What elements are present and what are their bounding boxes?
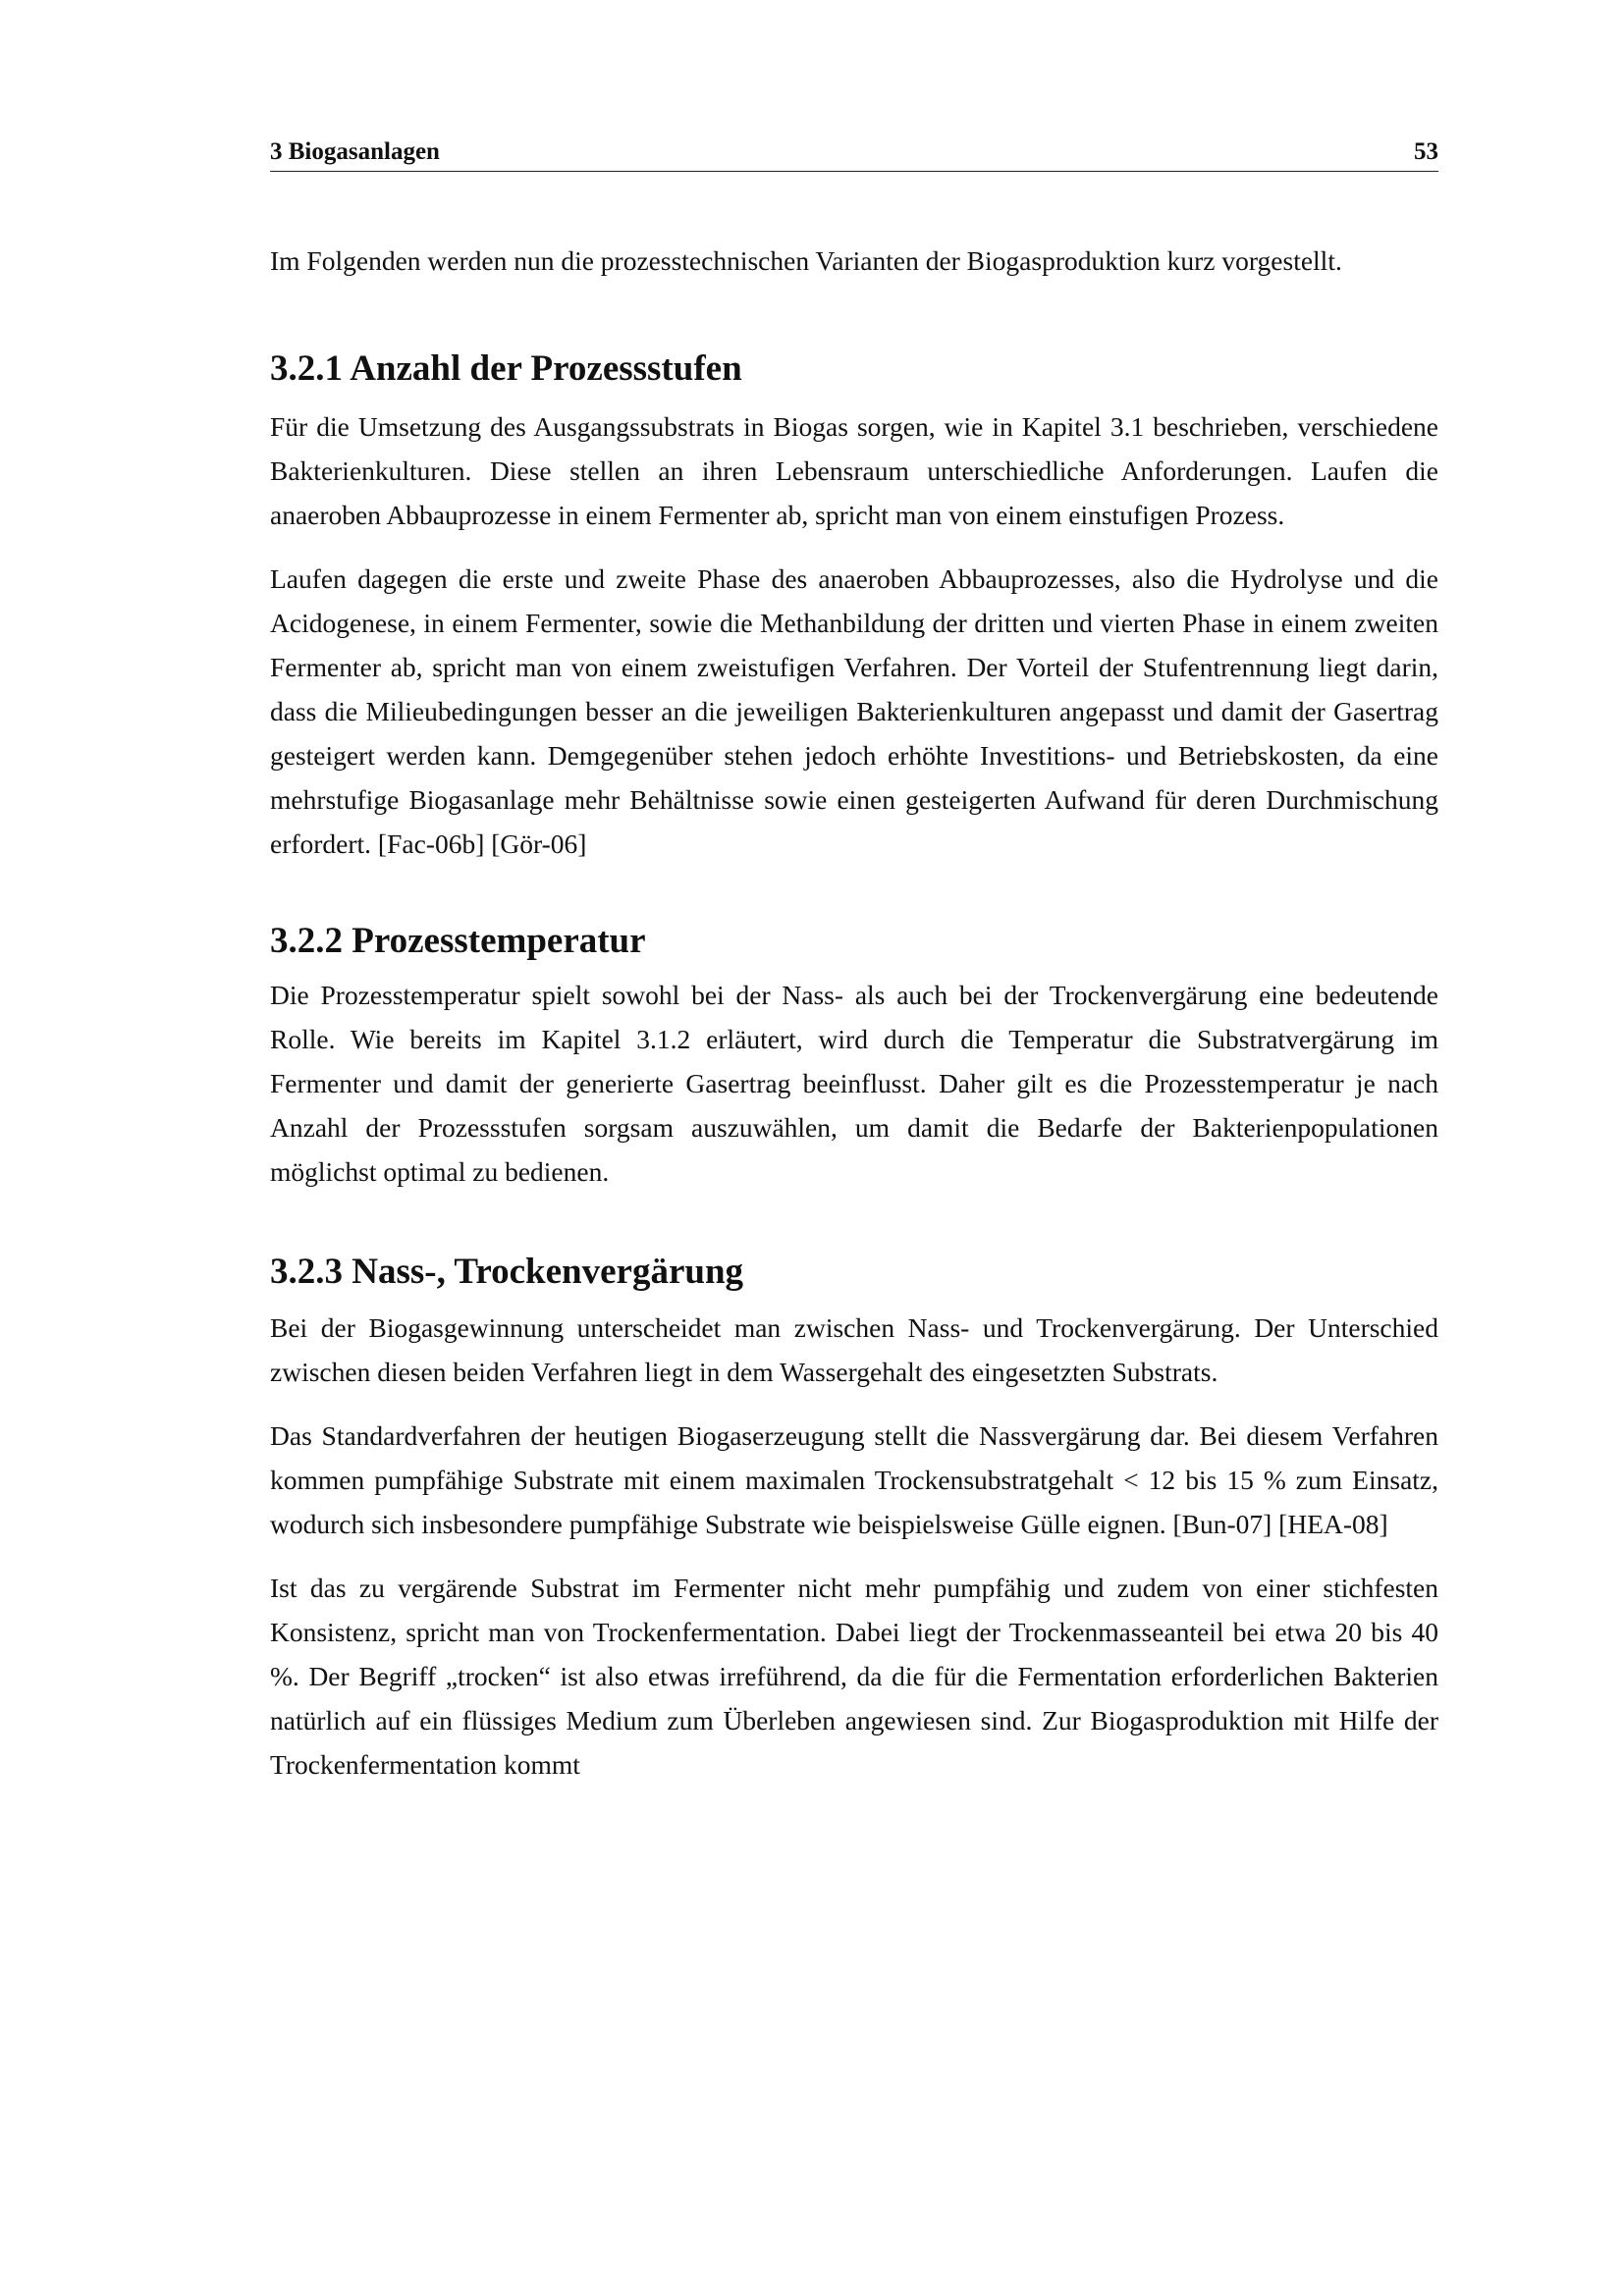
paragraph: Die Prozesstemperatur spielt sowohl bei der Nass- als auch bei der Trockenvergärung eine bedeutende Rolle. Wie bereits im Kapitel 3.1.2 erläutert, wird durch die Temperatur die Substratvergärung im Fermenter und damit der generierte Gasertrag beeinflusst. Daher gilt es die Prozesstemperatur je nach Anzahl der Prozessstufen sorgsam auszuwählen, um damit die Bedarfe der Bakterienpopulationen möglichst optimal zu bedienen. bbox=[270, 980, 1438, 1187]
paragraph: Ist das zu vergärende Substrat im Fermenter nicht mehr pumpfähig und zudem von einer stichfesten Konsistenz, spricht man von Trockenfermentation. Dabei liegt der Trockenmasseanteil bei etwa 20 bis 40 %. Der Begriff „trocken“ ist also etwas irreführend, da die für die Fermentation erforderlichen Bakterien natürlich auf ein flüssiges Medium zum Überleben angewiesen sind. Zur Biogasproduktion mit Hilfe der Trockenfermentation kommt bbox=[270, 1573, 1438, 1780]
paragraph: Bei der Biogasgewinnung unterscheidet man zwischen Nass- und Trockenvergärung. Der Unterschied zwischen diesen beiden Verfahren liegt in dem Wassergehalt des eingesetzten Substrats. bbox=[270, 1312, 1438, 1387]
paragraph: Für die Umsetzung des Ausgangssubstrats in Biogas sorgen, wie in Kapitel 3.1 beschrieben, verschiedene Bakterienkulturen. Diese stellen an ihren Lebensraum unterschiedliche Anforderungen. Laufen die anaeroben Abbauprozesse in einem Fermenter ab, spricht man von einem einstufigen Prozess. bbox=[270, 411, 1438, 530]
chapter-title: 3 Biogasanlagen bbox=[270, 138, 440, 165]
paragraph: Laufen dagegen die erste und zweite Phase des anaeroben Abbauprozesses, also die Hydrolyse und die Acidogenese, in einem Fermenter, sowie die Methanbildung der dritten und vierten Phase in einem zweiten Fermenter ab, spricht man von einem zweistufigen Verfahren. Der Vorteil der Stufentrennung liegt darin, dass die Milieubedingungen besser an die jeweiligen Bakterienkulturen angepasst und damit der Gasertrag gesteigert werden kann. Demgegenüber stehen jedoch erhöhte Investitions- und Betriebskosten, da eine mehrstufige Biogasanlage mehr Behältnisse sowie einen gesteigerten Aufwand für deren Durchmischung erfordert. [Fac-06b] [Gör-06] bbox=[270, 563, 1438, 859]
section-heading-3-2-2: 3.2.2 Prozesstemperatur bbox=[270, 921, 646, 961]
section-heading-3-2-1: 3.2.1 Anzahl der Prozessstufen bbox=[270, 348, 742, 389]
intro-paragraph: Im Folgenden werden nun die prozesstechnischen Varianten der Biogasproduktion kurz vorgestellt. bbox=[270, 245, 1342, 276]
document-page bbox=[270, 137, 1438, 1787]
running-header bbox=[270, 137, 1438, 172]
paragraph: Das Standardverfahren der heutigen Biogaserzeugung stellt die Nassvergärung dar. Bei diesem Verfahren kommen pumpfähige Substrate mit einem maximalen Trockensubstratgehalt < 12 bis 15 % zum Einsatz, wodurch sich insbesondere pumpfähige Substrate wie beispielsweise Gülle eignen. [Bun-07] [HEA-08] bbox=[270, 1420, 1438, 1539]
section-heading-3-2-3: 3.2.3 Nass-, Trockenvergärung bbox=[270, 1252, 744, 1292]
page-number: 53 bbox=[1414, 138, 1438, 165]
